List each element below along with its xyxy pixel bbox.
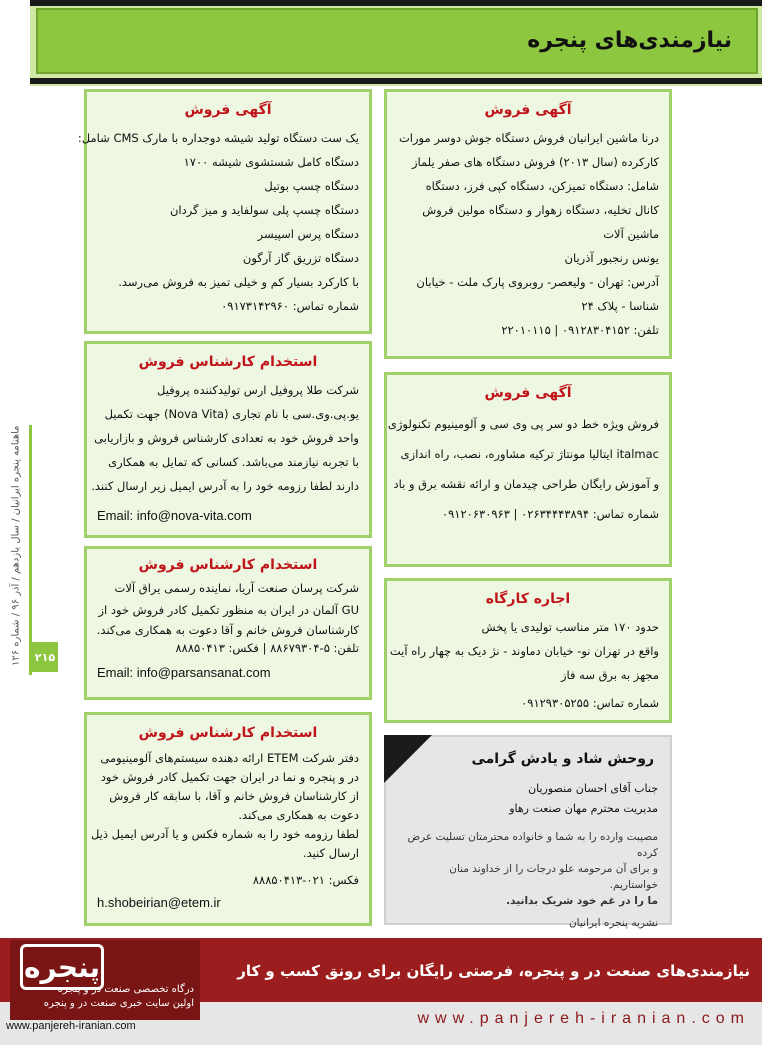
logo-website-link[interactable]: www.panjereh-iranian.com	[6, 1020, 136, 1032]
ad-line: کارکرده (سال ۲۰۱۳) فروش دستگاه های صفر یلماز	[411, 155, 659, 169]
ad-line: دعوت به همکاری می‌کند.	[238, 808, 359, 822]
ad-line: لطفا رزومه خود را به شماره فکس و یا آدرس ایمیل ذیل	[90, 827, 359, 841]
ad-title: استخدام کارشناس فروش	[138, 354, 318, 370]
ad-phone: تلفن: ۵-۸۸۶۷۹۳۰۴ | فکس: ۸۸۸۵۰۴۱۳	[175, 641, 359, 655]
ad-line: دستگاه تزریق گاز آرگون	[242, 251, 359, 265]
ad-line: واحد فروش خود به تعدادی کارشناس فروش و بازاریابی	[94, 431, 359, 445]
footer-slogan: نیازمندی‌های صنعت در و پنجره، فرصتی رایگان برای رونق کسب و کار	[237, 962, 750, 980]
ad-title: آگهی فروش	[184, 102, 272, 118]
ad-line: دستگاه کامل شستشوی شیشه ۱۷۰۰	[183, 155, 359, 169]
ad-line: دارند لطفا رزومه خود را به آدرس ایمیل زیر ارسال کنند.	[91, 479, 359, 493]
ad-line: دستگاه چسپ پلی سولفاید و میز گردان	[169, 203, 359, 217]
ad-line: یو.پی.وی.سی با نام تجاری (Nova Vita) جهت تکمیل	[104, 407, 359, 421]
ad-box-hiring-etem	[84, 712, 372, 926]
ad-box-glass-machines	[77, 89, 372, 334]
page-title: نیازمندی‌های پنجره	[527, 28, 732, 53]
ad-line: کارشناسان فروش خانم و آقا دعوت به همکاری می‌کند.	[96, 623, 359, 637]
ad-line: دستگاه پرس اسپیسر	[257, 227, 359, 241]
ad-address: شناسا - پلاک ۲۴	[581, 299, 659, 313]
ad-line: با تجربه نیازمند می‌باشد. کسانی که تمایل به همکاری	[108, 455, 359, 469]
ad-line: ارسال کنید.	[302, 846, 359, 860]
mourning-ribbon	[384, 735, 432, 783]
condolence-text: مصیبت وارده را به شما و خانواده محترمتان تسلیت عرض کرده	[407, 831, 658, 859]
ad-title: آگهی فروش	[484, 102, 572, 118]
ad-title: اجاره کارگاه	[485, 591, 571, 607]
ad-title: آگهی فروش	[484, 385, 572, 401]
logo-tagline: اولین سایت خبری صنعت در و پنجره	[43, 998, 194, 1009]
ad-line: مجهز به برق سه فاز	[560, 668, 659, 682]
sidebar-rule	[29, 425, 32, 675]
ad-line: در و پنجره و نما در ایران جهت تکمیل کادر فروش خود	[100, 770, 359, 784]
panjereh-logo: پنجره	[20, 944, 104, 990]
ad-line: شامل: دستگاه تمیزکن، دستگاه کپی فرز، دستگاه	[425, 179, 659, 193]
ad-line: دستگاه چسپ بوتیل	[264, 179, 359, 193]
ad-line: شرکت طلا پروفیل ارس تولیدکننده پروفیل	[156, 383, 359, 397]
ad-phone: تلفن: ۰۹۱۲۸۳۰۴۱۵۲ | ۲۲۰۱۰۱۱۵	[501, 323, 659, 337]
ad-line: کانال تخلیه، دستگاه زهوار و دستگاه مولین فروش	[422, 203, 659, 217]
ad-box-sale-1	[384, 89, 672, 359]
ad-line: فروش ویژه خط دو سر پی وی سی و آلومینیوم تکنولوژی	[387, 417, 659, 431]
ad-address: آدرس: تهران - ولیعصر- روبروی پارک ملت - خیابان	[416, 275, 659, 289]
condolence-recipient: جناب آقای احسان منصوریان	[528, 782, 658, 795]
header-top-rule	[30, 0, 762, 6]
condolence-signature: نشریه پنجره ایرانیان	[568, 917, 658, 929]
ad-email[interactable]: Email: info@nova-vita.com	[97, 508, 252, 523]
condolence-title: روحش شاد و یادش گرامی	[471, 751, 654, 767]
ad-line: دفتر شرکت ETEM ارائه دهنده سیستم‌های آلومینیومی	[100, 751, 359, 765]
ad-phone: شماره تماس: ۰۹۱۲۹۳۰۵۲۵۵	[521, 696, 659, 710]
ad-fax: فکس: ۰۲۱-۸۸۸۵۰۴۱۳	[252, 873, 359, 887]
ad-line: و آموزش رایگان طراحی چیدمان و ارائه نقشه برق و باد	[393, 477, 659, 491]
ad-line: درنا ماشین ایرانیان فروش دستگاه جوش دوسر مورات	[398, 131, 659, 145]
page-number: ۲۱۵	[32, 642, 58, 672]
ad-line: italmac ایتالیا مونتاژ ترکیه مشاوره، نصب، راه اندازی	[400, 447, 659, 461]
logo-tagline: درگاه تخصصی صنعت در و پنجره	[57, 984, 194, 995]
ad-line: GU آلمان در ایران به منظور تکمیل کادر فروش خود از	[98, 603, 359, 617]
ad-phone: شماره تماس: ۰۹۱۷۳۱۴۲۹۶۰	[221, 299, 359, 313]
ad-title: استخدام کارشناس فروش	[138, 557, 318, 573]
ad-phone: شماره تماس: ۰۲۶۳۴۴۴۳۸۹۴ | ۰۹۱۲۰۶۳۰۹۶۳	[441, 507, 659, 521]
ad-email[interactable]: Email: info@parsansanat.com	[97, 665, 271, 680]
ad-line: واقع در تهران نو- خیابان دماوند - نژ دیک به چهار راه آیت	[389, 644, 659, 658]
condolence-text: ما را در غم خود شریک بدانید.	[506, 895, 658, 907]
ad-email[interactable]: h.shobeirian@etem.ir	[97, 895, 221, 910]
ad-title: استخدام کارشناس فروش	[138, 725, 318, 741]
ad-line: با کارکرد بسیار کم و خیلی تمیز به فروش می‌رسد.	[118, 275, 359, 289]
ad-line: یک ست دستگاه تولید شیشه دوجداره با مارک CMS شامل:	[77, 131, 359, 145]
header-bottom-rule	[30, 78, 762, 84]
ad-line: حدود ۱۷۰ متر مناسب تولیدی یا پخش	[481, 620, 659, 634]
condolence-text: و برای آن مرحومه علو درجات را از خداوند منان خواستاریم.	[449, 863, 658, 891]
ad-line: شرکت پرسان صنعت آریا، نماینده رسمی یراق آلات	[114, 581, 359, 595]
ad-box-hiring-nova-vita	[84, 341, 372, 538]
condolence-recipient-title: مدیریت محترم مهان صنعت رهاو	[509, 802, 658, 815]
footer-website-link[interactable]: www.panjereh-iranian.com	[417, 1010, 750, 1027]
ad-box-workshop-rent	[384, 578, 672, 723]
sidebar-issue-info: ماهنامه پنجره ایرانیان / سال یازدهم / آذر ۹۶ / شماره ۱۲۶	[10, 425, 22, 667]
ad-line: از کارشناسان فروش خانم و آقا، با سابقه کار فروش	[109, 789, 359, 803]
ad-contact-name: یونس رنجبور آذریان	[564, 251, 659, 265]
ad-line: ماشین آلات	[603, 227, 659, 241]
ad-box-sale-2	[384, 372, 672, 567]
ad-box-hiring-parsan	[84, 546, 372, 700]
